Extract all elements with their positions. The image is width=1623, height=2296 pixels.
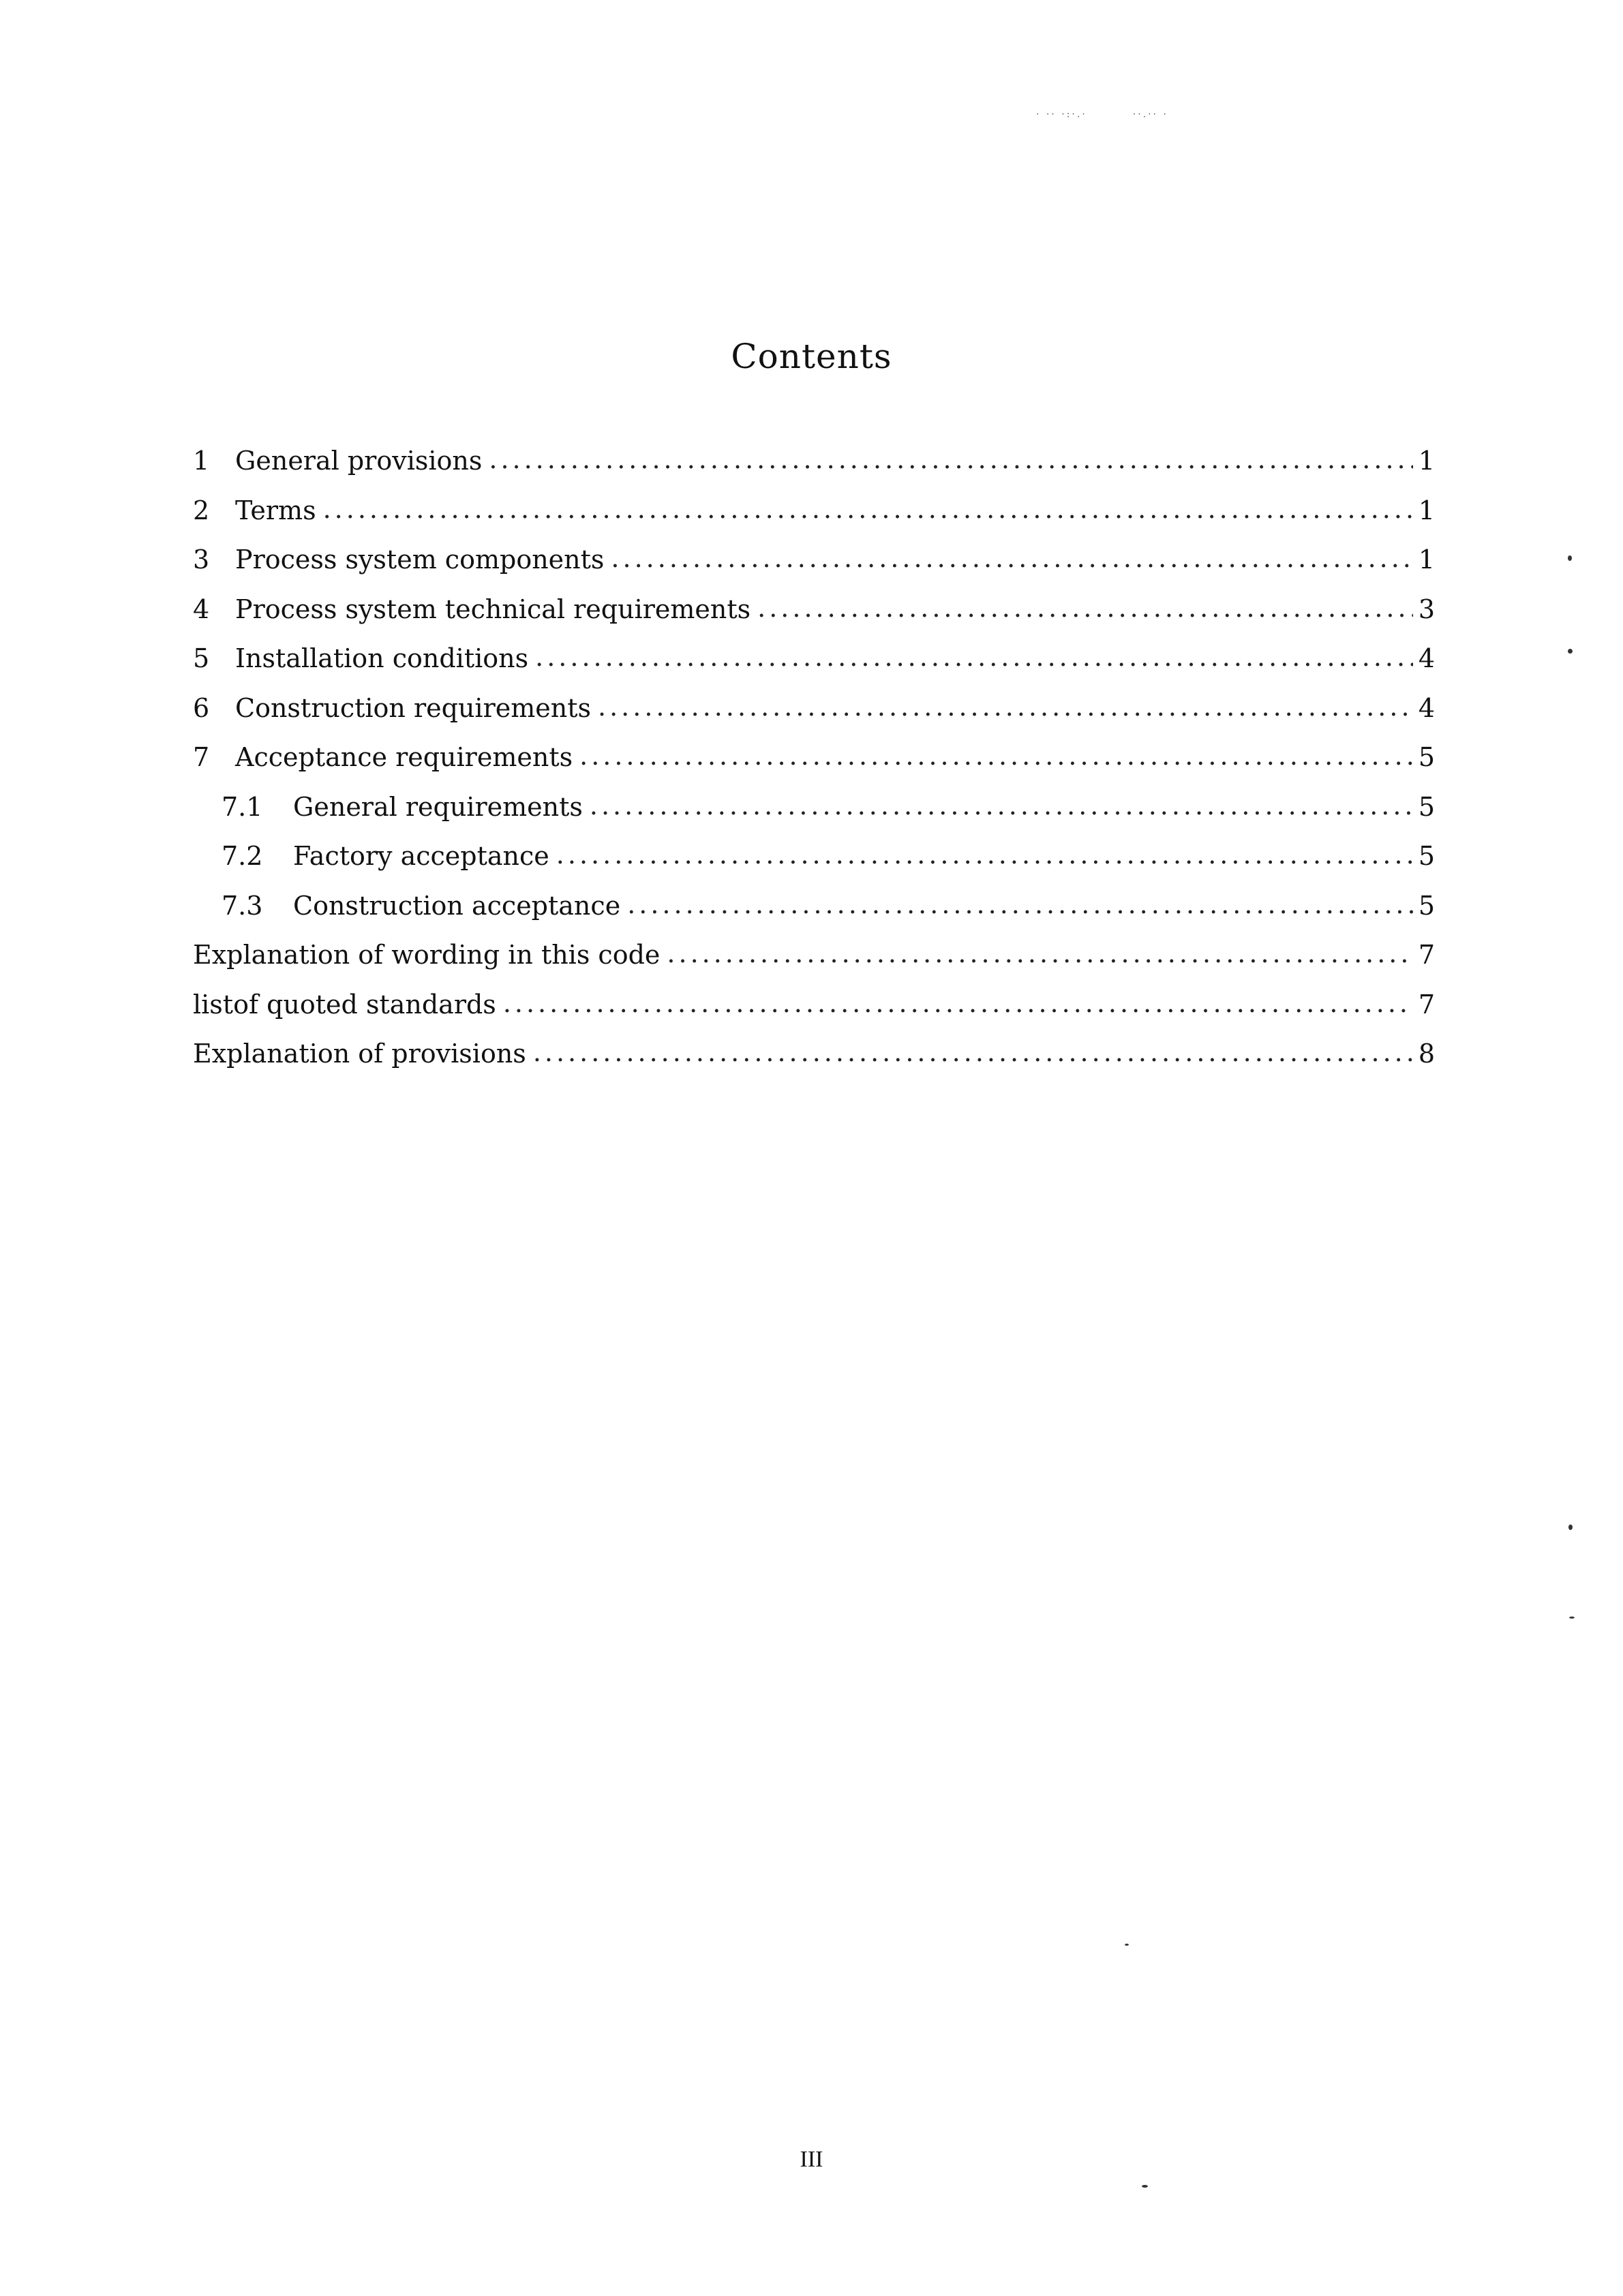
toc-entry-label: Factory acceptance (293, 841, 556, 871)
toc-entry-label: Acceptance requirements (235, 742, 579, 772)
toc-entry-page: 1 (1418, 446, 1435, 476)
toc-entry-page: 4 (1418, 692, 1435, 723)
toc-entry-page: 5 (1418, 841, 1435, 872)
page-title: Contents (731, 337, 892, 376)
toc-entry-number: 7.1 (222, 791, 263, 822)
scan-speck (1569, 1617, 1575, 1619)
toc-subentry[interactable] (193, 782, 1435, 832)
toc-entry-label: Construction acceptance (293, 891, 627, 921)
toc-entry-number: 5 (193, 643, 210, 674)
toc-leader-dots (611, 543, 1413, 573)
toc-entry-number: 4 (193, 594, 210, 624)
toc-leader-dots (590, 791, 1413, 821)
toc-leader-dots (556, 840, 1413, 870)
toc-entry-label: Installation conditions (235, 643, 535, 673)
scan-artifact: · ·· ·:·.· ··.·· · (1036, 109, 1168, 120)
toc-entry-page: 7 (1418, 940, 1435, 970)
toc-entry-number: 7.2 (222, 841, 263, 872)
toc-entry[interactable] (193, 486, 1435, 536)
toc-leader-dots (533, 1037, 1413, 1067)
toc-entry-label: General requirements (293, 792, 590, 822)
toc-entry-page: 5 (1418, 890, 1435, 921)
page-number: III (800, 2147, 823, 2172)
toc-entry-label: General provisions (235, 446, 489, 476)
toc-entry-label: Process system technical requirements (235, 594, 757, 624)
toc-leader-dots (667, 938, 1413, 968)
toc-leader-dots (489, 444, 1413, 474)
toc-entry[interactable] (193, 436, 1435, 486)
toc-subentry[interactable] (193, 881, 1435, 931)
table-of-contents (193, 436, 1435, 1079)
toc-entry-number: 7 (193, 742, 210, 773)
toc-entry[interactable] (193, 980, 1435, 1030)
toc-entry-page: 5 (1418, 791, 1435, 822)
toc-entry-page: 1 (1418, 545, 1435, 575)
toc-entry-number: 7.3 (222, 890, 263, 921)
toc-entry-number: 1 (193, 446, 210, 476)
scan-speck (1142, 2185, 1148, 2188)
toc-entry-label: Explanation of provisions (193, 1039, 533, 1069)
toc-entry[interactable] (193, 930, 1435, 980)
toc-entry-label: listof quoted standards (193, 990, 503, 1020)
scan-speck (1568, 649, 1573, 654)
toc-entry[interactable] (193, 634, 1435, 684)
toc-entry[interactable] (193, 733, 1435, 782)
toc-entry[interactable] (193, 535, 1435, 585)
toc-entry-page: 1 (1418, 495, 1435, 525)
toc-leader-dots (757, 593, 1413, 623)
scan-speck (1568, 1525, 1573, 1530)
toc-entry-page: 5 (1418, 742, 1435, 773)
toc-entry-label: Explanation of wording in this code (193, 940, 667, 970)
toc-entry[interactable] (193, 1029, 1435, 1079)
toc-entry-label: Process system components (235, 545, 611, 575)
toc-leader-dots (323, 494, 1413, 524)
toc-subentry[interactable] (193, 831, 1435, 881)
toc-entry-page: 3 (1418, 594, 1435, 624)
toc-leader-dots (627, 889, 1413, 919)
toc-leader-dots (598, 692, 1413, 722)
toc-entry[interactable] (193, 585, 1435, 634)
toc-entry-page: 8 (1418, 1039, 1435, 1069)
toc-entry[interactable] (193, 684, 1435, 733)
toc-entry-label: Terms (235, 495, 323, 525)
toc-entry-label: Construction requirements (235, 693, 598, 723)
toc-entry-number: 3 (193, 545, 210, 575)
toc-leader-dots (579, 741, 1413, 771)
toc-entry-page: 4 (1418, 643, 1435, 674)
toc-entry-page: 7 (1418, 989, 1435, 1020)
toc-leader-dots (503, 988, 1413, 1018)
toc-entry-number: 6 (193, 692, 210, 723)
toc-entry-number: 2 (193, 495, 210, 525)
scan-speck (1125, 1944, 1129, 1946)
scan-speck (1568, 555, 1572, 561)
toc-leader-dots (535, 642, 1413, 672)
